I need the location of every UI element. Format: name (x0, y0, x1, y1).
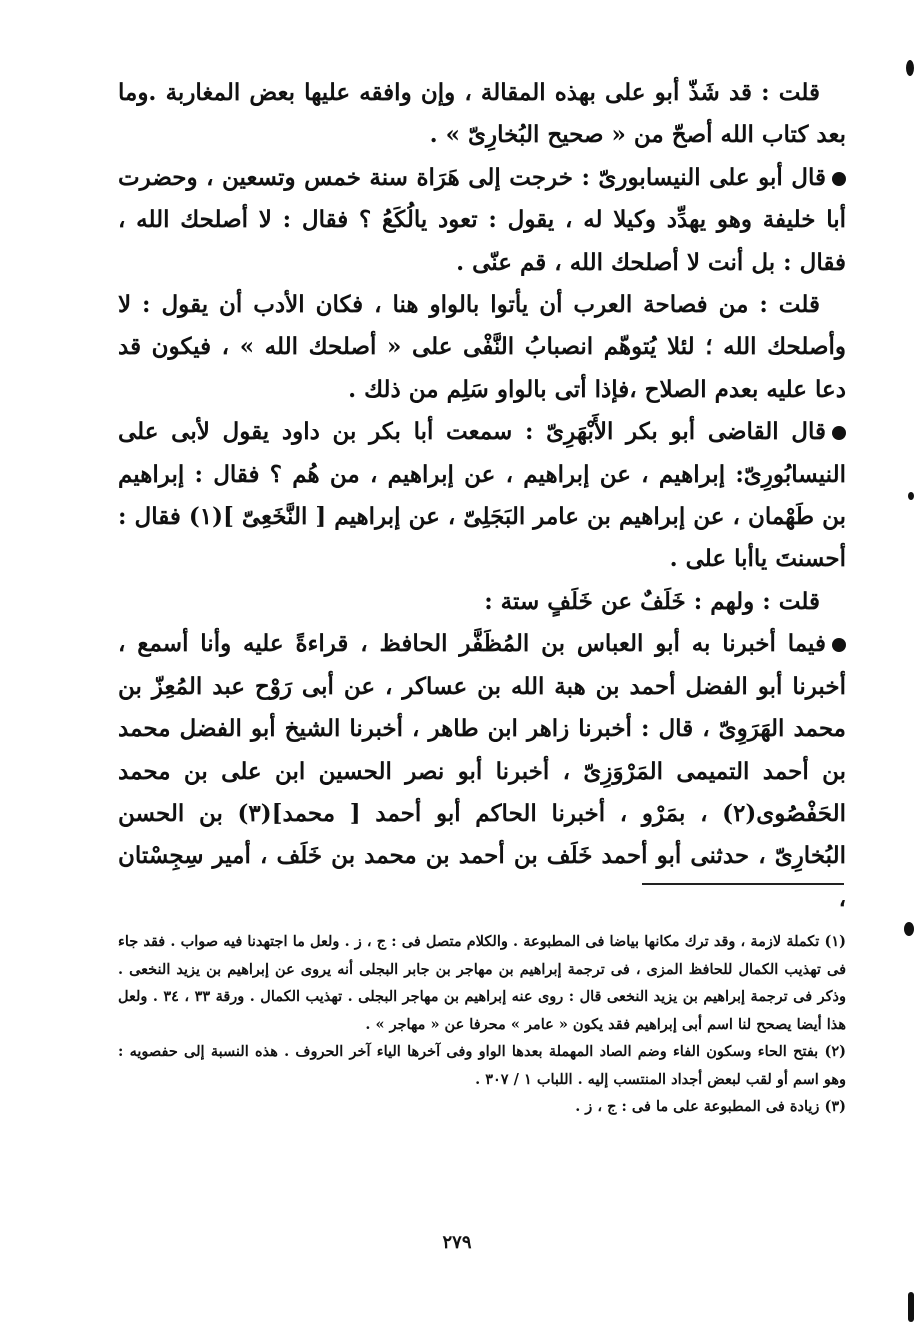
paragraph-4 (118, 411, 846, 581)
footnote-3: (٣) زيادة فى المطبوعة على ما فى : ج ، ز . (575, 1098, 846, 1115)
footnotes (118, 928, 846, 1121)
paragraph-3: قلت : من فصاحة العرب أن يأتوا بالواو هنا ، فكان الأدب أن يقول : لا وأصلحك الله ؛ لئلا يُتوهّم انصبابُ النَّفْى على « أصلحك الله » ، فيكون قد دعا عليه بعدم الصلاح ،فإذا أتى بالواو سَلِم من ذلك . (118, 291, 846, 403)
paragraph-6-text: فيما أخبرنا به أبو العباس بن المُظَفَّر الحافظ ، قراءةً عليه وأنا أسمع ، أخبرنا أبو الفضل أحمد بن هبة الله بن عساكر ، عن أبى رَوْح عبد المُعِزّ بن محمد الهَرَوِىّ ، قال : أخبرنا زاهر ابن طاهر ، أخبرنا الشيخ أبو الفضل محمد بن أحمد التميمى المَرْوَزِىّ ، أخبرنا أبو نصر الحسين ابن على بن محمد الحَفْصُوى(٢) ، بمَرْو ، أخبرنا الحاكم أبو أحمد [ محمد](٣) بن الحسن البُخارِىّ ، حدثنى أبو أحمد خَلَف بن أحمد بن محمد بن خَلَف ، أمير سِجِسْتان ، (118, 630, 846, 912)
paragraph-2-text: قال أبو على النيسابورىّ : خرجت إلى هَرَاة سنة خمس وتسعين ، وحضرت أبا خليفة وهو يهدِّد وكيلا له ، يقول : تعود يالُكَعُ ؟ فقال : لا أصلحك الله ، فقال : بل أنت لا أصلحك الله ، قم عنّى . (118, 163, 847, 276)
bullet-icon (832, 426, 846, 440)
footnote-2: (٢) بفتح الحاء وسكون الفاء وضم الصاد المهملة بعدها الواو وفى آخرها الياء آخر الحروف . هذه النسبة إلى حفصويه : وهو اسم أو لقب لبعض أجداد المنتسب إليه . اللباب ١ / ٣٠٧ . (118, 1043, 846, 1088)
bullet-icon (832, 172, 846, 186)
footnote-1: (١) تكملة لازمة ، وقد ترك مكانها بياضا فى المطبوعة . والكلام متصل فى : ج ، ز . ولعل ما اجتهدنا فيه صواب . فقد جاء فى تهذيب الكمال للحافظ المزى ، فى ترجمة إبراهيم بن مهاجر بن جابر البجلى أنه يروى عن إبراهيم بن يزيد النخعى . وذكر فى ترجمة إبراهيم بن يزيد النخعى قال : روى عنه إبراهيم بن مهاجر البجلى . تهذيب الكمال . ورقة ٣٣ ، ٣٤ . ولعل هذا أيضا يصحح لنا اسم أبى إبراهيم فقد يكون « عامر » محرفا عن « مهاجر » . (118, 933, 846, 1033)
paragraph-2 (118, 157, 846, 284)
edge-mark-icon (904, 922, 914, 936)
main-text (118, 72, 846, 920)
edge-mark-icon (908, 1292, 914, 1322)
paragraph-5: قلت : ولهم : خَلَفٌ عن خَلَفٍ ستة : (484, 587, 820, 615)
edge-mark-icon (908, 492, 914, 500)
paragraph-6 (118, 623, 846, 920)
paragraph-4-text: قال القاضى أبو بكر الأَبْهَرِىّ : سمعت أبا بكر بن داود يقول لأبى على النيسابُورِىّ: إبراهيم ، عن إبراهيم ، عن إبراهيم ، من هُم ؟ فقال : إبراهيم بن طَهْمان ، عن إبراهيم بن عامر البَجَلِىّ ، عن إبراهيم [ النَّخَعِىّ ](١) فقال : أحسنتَ ياأبا على . (118, 418, 846, 573)
footnote-separator (642, 883, 844, 885)
paragraph-1: قلت : قد شَذّ أبو على بهذه المقالة ، وإن وافقه عليها بعض المغاربة .وما بعد كتاب الله أصحّ من « صحيح البُخارِىّ » . (118, 79, 846, 149)
page-number: ٢٧٩ (442, 1232, 472, 1253)
edge-mark-icon (906, 60, 914, 76)
bullet-icon (832, 638, 846, 652)
